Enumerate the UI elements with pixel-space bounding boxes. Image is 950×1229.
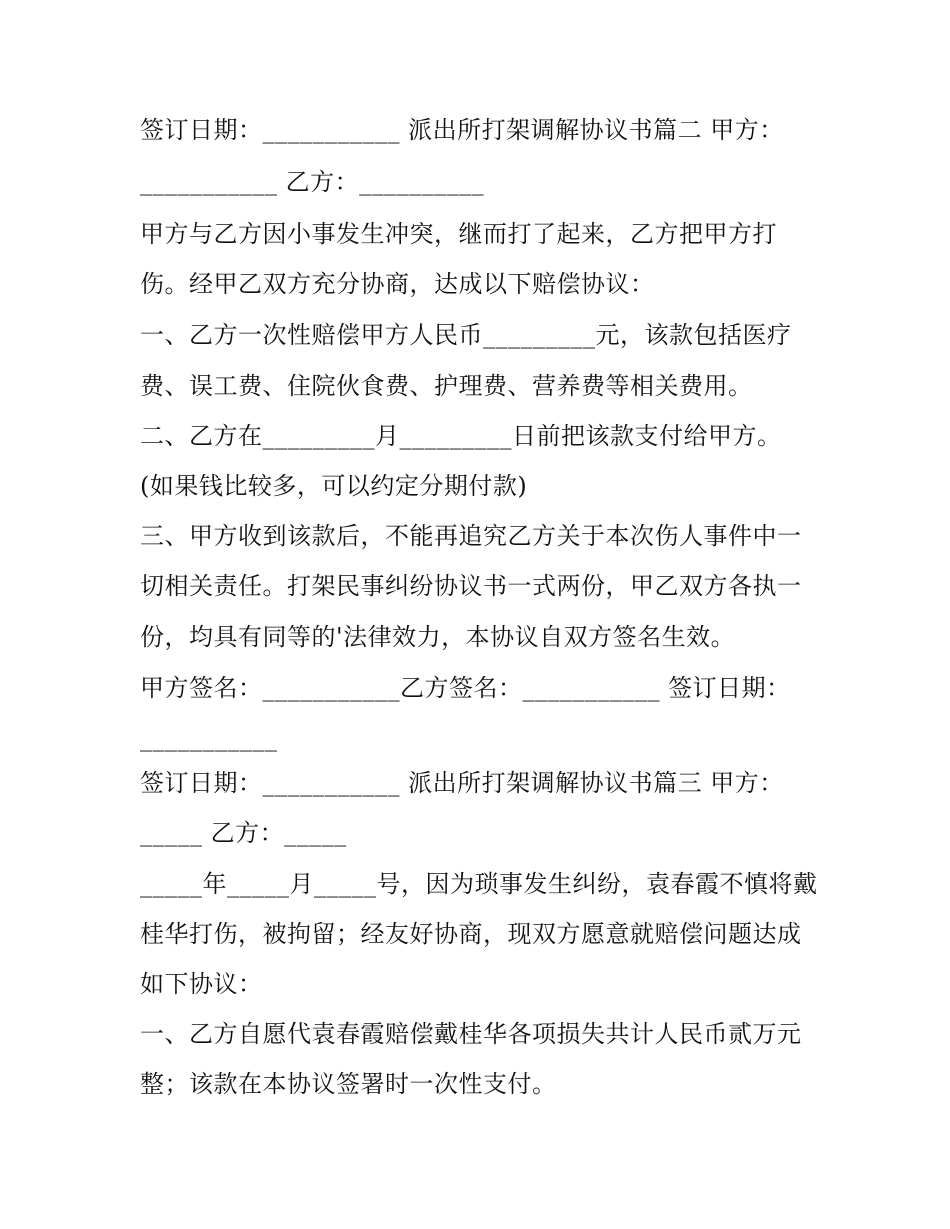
text-line: 切相关责任。打架民事纠纷协议书一式两份，甲乙双方各执一 [140,572,802,600]
text-line: 二、乙方在_________月_________日前把该款支付给甲方。 [140,422,782,450]
text-line: _____年_____月_____号，因为琐事发生纠纷，袁春霞不慎将戴 [140,870,818,898]
text-line: 甲方签名：___________乙方签名：___________ 签订日期： [140,674,791,702]
text-line: 伤。经甲乙双方充分协商，达成以下赔偿协议： [140,270,655,298]
text-line: 甲方与乙方因小事发生冲突，继而打了起来，乙方把甲方打 [140,220,777,248]
text-line: 整；该款在本协议签署时一次性支付。 [140,1070,557,1098]
text-line: ___________ 乙方：__________ [140,168,485,196]
text-line: _____ 乙方：_____ [140,819,347,847]
text-line: 一、乙方自愿代袁春霞赔偿戴桂华各项损失共计人民币贰万元 [140,1020,802,1048]
text-line: 一、乙方一次性赔偿甲方人民币_________元，该款包括医疗 [140,321,792,349]
text-line: ___________ [140,724,278,752]
text-line: 三、甲方收到该款后，不能再追究乙方关于本次伤人事件中一 [140,522,802,550]
text-line: 如下协议： [140,970,263,998]
text-line: 份，均具有同等的'法律效力，本协议自双方签名生效。 [140,623,736,651]
text-line: 签订日期：___________ 派出所打架调解协议书篇三 甲方： [140,769,784,797]
text-line: 费、误工费、住院伙食费、护理费、营养费等相关费用。 [140,372,753,400]
text-line: (如果钱比较多，可以约定分期付款) [140,472,528,500]
text-line: 桂华打伤，被拘留；经友好协商，现双方愿意就赔偿问题达成 [140,920,802,948]
text-line: 签订日期：___________ 派出所打架调解协议书篇二 甲方： [140,116,784,144]
